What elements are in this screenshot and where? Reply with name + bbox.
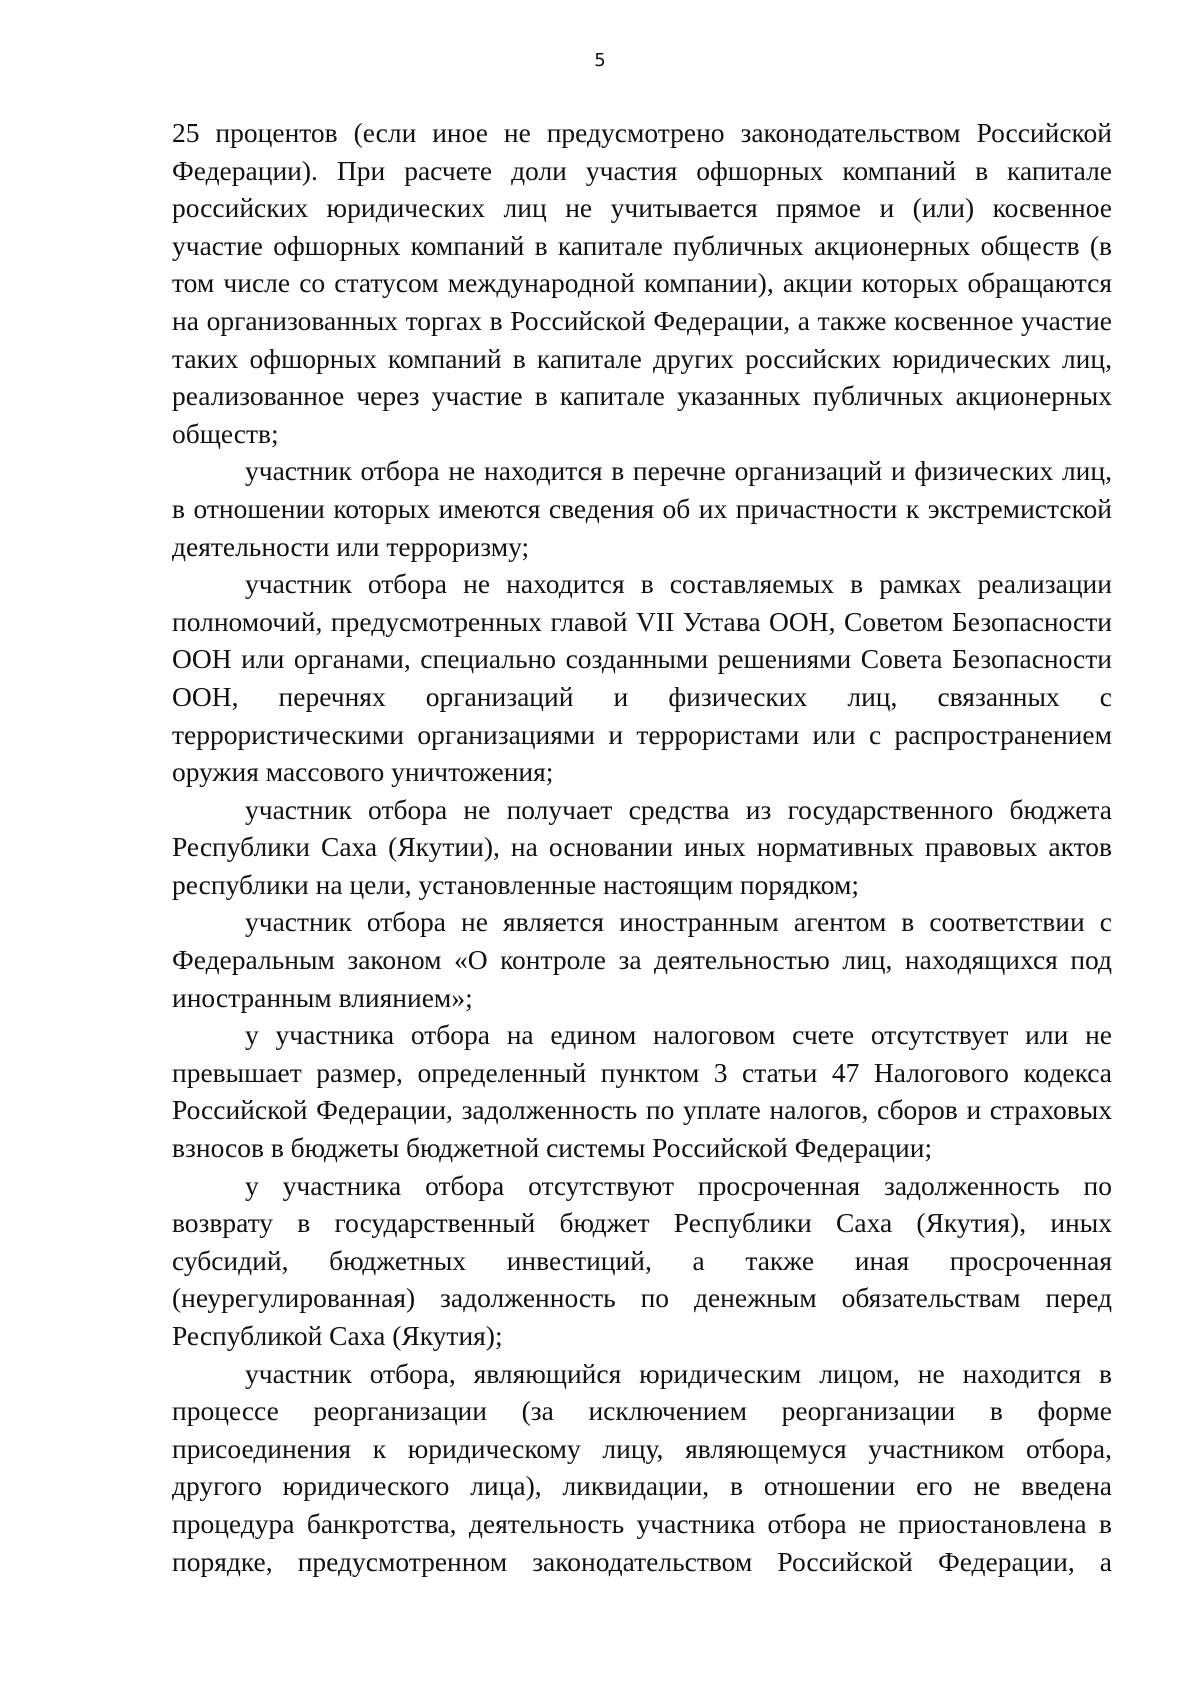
paragraph-foreign-agent: участник отбора не является иностранным агентом в соответствии с Федеральным законом «О контроле за деятельностью лиц, находящихся под иностранным влиянием»; bbox=[172, 906, 1112, 1013]
paragraph-extremism-list: участник отбора не находится в перечне организаций и физических лиц, в отношении которых имеются сведения об их причастности к экстремистской деятельности или терроризму; bbox=[172, 455, 1112, 562]
paragraph-overdue-debt: у участника отбора отсутствуют просроченная задолженность по возврату в государственный бюджет Республики Саха (Якутия), иных субсидий, бюджетных инвестиций, а также иная просроченная (неурегулированная) задолженность по денежным обязательствам перед Республикой Саха (Якутия); bbox=[172, 1169, 1112, 1351]
paragraph-reorganization: участник отбора, являющийся юридическим лицом, не находится в процессе реорганизации (за исключением реорганизации в форме присоединения к юридическому лицу, являющемуся участником отбора, другого юридического лица), ликвидации, в отношении его не введена процедура банкротства, деятельность участника отбора не приостановлена в порядке, предусмотренном законодательством Российской Федерации, а bbox=[172, 1357, 1112, 1577]
paragraph-budget-funds: участник отбора не получает средства из государственного бюджета Республики Саха (Якутии), на основании иных нормативных правовых актов республики на цели, установленные настоящим порядком; bbox=[172, 793, 1112, 900]
paragraph-offshore-share: 25 процентов (если иное не предусмотрено законодательством Российской Федерации). При расчете доли участия офшорных компаний в капитале российских юридических лиц не учитывается прямое и (или) косвенное участие офшорных компаний в капитале публичных акционерных обществ (в том числе со статусом международной компании), акции которых обращаются на организованных торгах в Российской Федерации, а также косвенное участие таких офшорных компаний в капитале других российских юридических лиц, реализованное через участие в капитале указанных публичных акционерных обществ; bbox=[172, 117, 1112, 449]
page-number: 5 bbox=[594, 50, 606, 71]
document-body bbox=[172, 114, 1112, 1580]
paragraph-tax-debt: у участника отбора на едином налоговом счете отсутствует или не превышает размер, определенный пунктом 3 статьи 47 Налогового кодекса Российской Федерации, задолженность по уплате налогов, сборов и страховых взносов в бюджеты бюджетной системы Российской Федерации; bbox=[172, 1019, 1112, 1164]
paragraph-un-security-council-list: участник отбора не находится в составляемых в рамках реализации полномочий, предусмотренных главой VII Устава ООН, Советом Безопасности ООН или органами, специально созданными решениями Совета Безопасности ООН, перечнях организаций и физических лиц, связанных с террористическими организациями и террористами или с распространением оружия массового уничтожения; bbox=[172, 568, 1112, 788]
